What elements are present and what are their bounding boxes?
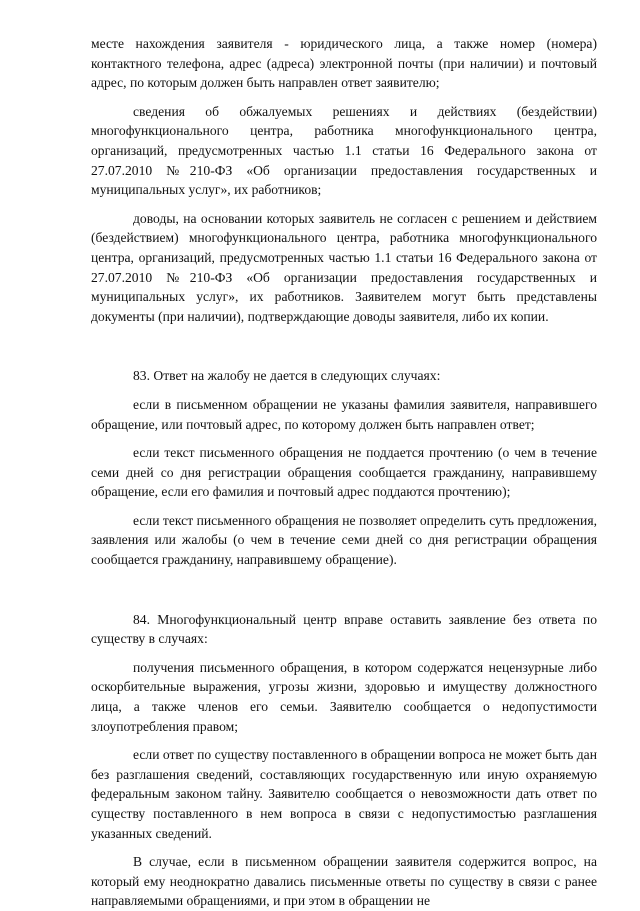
paragraph-83-unclear-essence: если текст письменного обращения не позволяет определить суть предложения, заявления или жалобы (о чем в течение семи дней со дня регистрации обращения сообщается гражданину, направившему обращение). — [91, 512, 597, 568]
document-page — [91, 34, 597, 911]
section-84-heading: 84. Многофункциональный центр вправе оставить заявление без ответа по существу в случаях: — [91, 611, 597, 647]
paragraph-arguments: доводы, на основании которых заявитель не согласен с решением и действием (бездействием) многофункционального центра, работника многофункционального центра, организаций, предусмотренных частью 1.1 статьи 16 Федерального закона от 27.07.2010 №210-ФЗ «Об организации предоставления государственных и муниципальных услуг», их работников. Заявителем могут быть представлены документы (при наличии), подтверждающие доводы заявителя, либо их копии. — [91, 210, 597, 324]
paragraph-repeated-question: В случае, если в письменном обращении заявителя содержится вопрос, на который ему неоднократно давались письменные ответы по существу в связи с ранее направляемыми обращениями, и при этом в обращении не — [91, 854, 597, 909]
paragraph-83-missing-name: если в письменном обращении не указаны фамилия заявителя, направившего обращение, или почтовый адрес, по которому должен быть направлен ответ; — [91, 396, 597, 432]
paragraph-84-state-secret: если ответ по существу поставленного в обращении вопроса не может быть дан без разглашения сведений, составляющих государственную или иную охраняемую федеральным законом тайну. Заявителю сообщается о невозможности дать ответ по существу поставленного в нем вопроса в связи с недопустимостью разглашения указанных сведений. — [91, 747, 597, 841]
paragraph-appealed-decisions: сведения об обжалуемых решениях и действиях (бездействии) многофункционального центра, работника многофункционального центра, организаций, предусмотренных частью 1.1 статьи 16 Федерального закона от 27.07.2010 №210-ФЗ «Об организации предоставления государственных и муниципальных услуг», их работников; — [91, 103, 597, 198]
paragraph-84-offensive-language: получения письменного обращения, в котором содержатся нецензурные либо оскорбительные выражения, угрозы жизни, здоровью и имуществу должностного лица, а также членов его семьи. Заявителю сообщается о недопустимости злоупотребления правом; — [91, 659, 597, 734]
section-83-heading: 83. Ответ на жалобу не дается в следующих случаях: — [133, 368, 441, 384]
paragraph-applicant-address: месте нахождения заявителя - юридического лица, а также номер (номера) контактного телефона, адрес (адреса) электронной почты (при наличии) и почтовый адрес, по которым должен быть направлен ответ заявителю; — [91, 36, 597, 91]
paragraph-83-unreadable-text: если текст письменного обращения не поддается прочтению (о чем в течение семи дней со дня регистрации обращения сообщается гражданину, направившему обращение, если его фамилия и почтовый адрес поддаются прочтению); — [91, 445, 597, 500]
